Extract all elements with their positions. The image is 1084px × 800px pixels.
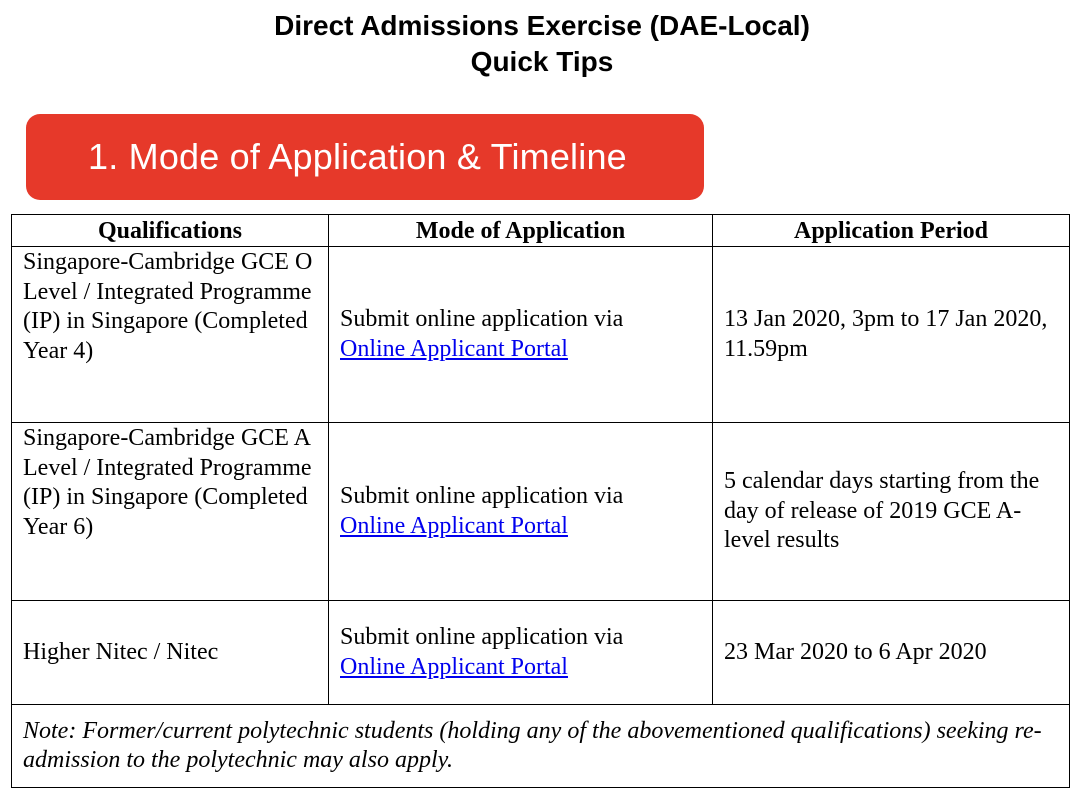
qualification-cell: Singapore-Cambridge GCE A Level / Integrated Programme (IP) in Singapore (Completed Year 6) <box>12 423 329 601</box>
mode-text: Submit online application via <box>340 624 624 650</box>
mode-cell <box>329 601 713 705</box>
table-row <box>12 247 1070 423</box>
page-title-line-2: Quick Tips <box>470 46 614 77</box>
column-header-qualifications: Qualifications <box>12 215 329 247</box>
page-title <box>0 8 1084 80</box>
mode-text: Submit online application via <box>340 306 624 332</box>
qualification-cell: Higher Nitec / Nitec <box>12 601 329 705</box>
period-cell: 13 Jan 2020, 3pm to 17 Jan 2020, 11.59pm <box>713 247 1070 423</box>
period-cell: 5 calendar days starting from the day of release of 2019 GCE A-level results <box>713 423 1070 601</box>
column-header-mode-of-application: Mode of Application <box>329 215 713 247</box>
online-applicant-portal-link[interactable]: Online Applicant Portal <box>340 653 568 680</box>
period-cell: 23 Mar 2020 to 6 Apr 2020 <box>713 601 1070 705</box>
table-header-row <box>12 215 1070 247</box>
online-applicant-portal-link[interactable]: Online Applicant Portal <box>340 512 568 539</box>
page-title-line-1: Direct Admissions Exercise (DAE-Local) <box>274 10 810 41</box>
mode-cell <box>329 423 713 601</box>
qualification-cell: Singapore-Cambridge GCE O Level / Integrated Programme (IP) in Singapore (Completed Year 4) <box>12 247 329 423</box>
note-text: Note: Former/current polytechnic students (holding any of the abovementioned qualifications) seeking re-admission to the polytechnic may also apply. <box>12 705 1070 788</box>
mode-cell <box>329 247 713 423</box>
table-row <box>12 423 1070 601</box>
table-row <box>12 601 1070 705</box>
online-applicant-portal-link[interactable]: Online Applicant Portal <box>340 335 568 362</box>
table-note-row <box>12 705 1070 788</box>
admissions-table <box>11 214 1070 788</box>
column-header-application-period: Application Period <box>713 215 1070 247</box>
mode-text: Submit online application via <box>340 483 624 509</box>
section-banner: 1. Mode of Application & Timeline <box>26 114 704 200</box>
